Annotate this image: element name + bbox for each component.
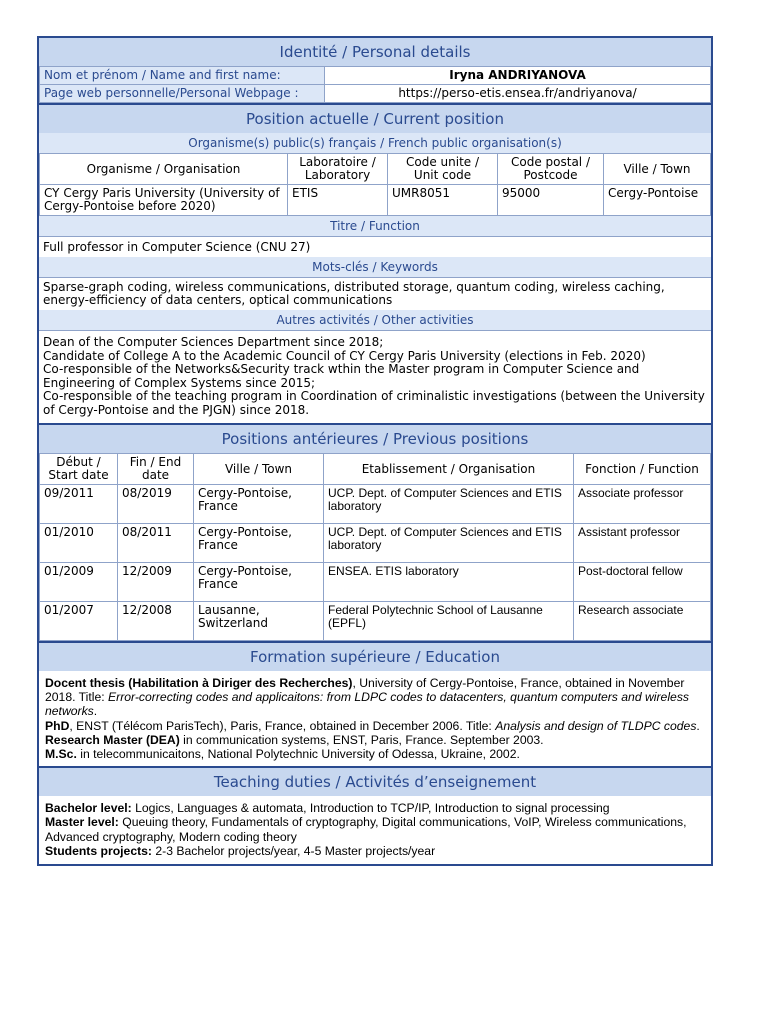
prev-function: Assistant professor <box>574 524 711 563</box>
prev-end: 12/2008 <box>118 602 194 641</box>
prev-end: 08/2019 <box>118 485 194 524</box>
col-town: Ville / Town <box>604 154 711 185</box>
col-organisation: Organisme / Organisation <box>40 154 288 185</box>
cv-document <box>37 36 713 866</box>
education-docent: Docent thesis (Habilitation à Diriger des Recherches), University of Cergy-Pontoise, France, obtained in November 2018. Title: Error-correcting codes and applicaitons: from LDPC codes to datacenters, quantum computers and wireless networks. <box>45 676 690 719</box>
teaching-students: Students projects: 2-3 Bachelor projects/year, 4-5 Master projects/year <box>45 843 436 858</box>
teaching-bachelor: Bachelor level: Logics, Languages & automata, Introduction to TCP/IP, Introduction to signal processing <box>45 801 610 816</box>
prev-town: Cergy-Pontoise, France <box>194 485 324 524</box>
prev-organisation: Federal Polytechnic School of Lausanne (EPFL) <box>324 602 574 641</box>
col-laboratory: Laboratoire / Laboratory <box>288 154 388 185</box>
education-content <box>39 671 711 766</box>
prev-town: Cergy-Pontoise, France <box>194 563 324 602</box>
teaching-master: Master level: Queuing theory, Fundamentals of cryptography, Digital communications, VoIP, Wireless communications, Advanced cryptography, Modern coding theory <box>45 815 687 844</box>
prev-function: Associate professor <box>574 485 711 524</box>
other-activities-subheader: Autres activités / Other activities <box>39 310 711 330</box>
prev-organisation: UCP. Dept. of Computer Sciences and ETIS laboratory <box>324 485 574 524</box>
keywords-subheader: Mots-clés / Keywords <box>39 257 711 277</box>
education-section-title: Formation supérieure / Education <box>39 641 711 671</box>
name-label: Nom et prénom / Name and first name: <box>40 67 325 85</box>
education-phd: PhD, ENST (Télécom ParisTech), Paris, France, obtained in December 2006. Title: Analysis and design of TLDPC codes. <box>45 718 700 733</box>
function-subheader: Titre / Function <box>39 216 711 236</box>
table-row <box>40 524 711 563</box>
function-value: Full professor in Computer Science (CNU 27) <box>39 236 711 257</box>
public-organisation-subheader: Organisme(s) public(s) français / French public organisation(s) <box>39 133 711 153</box>
education-msc: M.Sc. in telecommunicaitons, National Polytechnic University of Odessa, Ukraine, 2002. <box>45 747 520 762</box>
prev-start: 01/2007 <box>40 602 118 641</box>
col-start-date: Début / Start date <box>40 454 118 485</box>
current-position-section-title: Position actuelle / Current position <box>39 103 711 133</box>
other-activity-item: Candidate of College A to the Academic Council of CY Cergy Paris University (elections in Feb. 2020) <box>43 348 646 363</box>
prev-end: 12/2009 <box>118 563 194 602</box>
current-laboratory: ETIS <box>288 185 388 216</box>
previous-positions-section-title: Positions antérieures / Previous positions <box>39 423 711 453</box>
prev-town: Cergy-Pontoise, France <box>194 524 324 563</box>
col-prev-town: Ville / Town <box>194 454 324 485</box>
current-position-table <box>39 153 711 216</box>
prev-start: 01/2010 <box>40 524 118 563</box>
col-prev-organisation: Etablissement / Organisation <box>324 454 574 485</box>
education-dea: Research Master (DEA) in communication systems, ENST, Paris, France. September 2003. <box>45 732 544 747</box>
prev-start: 09/2011 <box>40 485 118 524</box>
webpage-link[interactable]: https://perso-etis.ensea.fr/andriyanova/ <box>325 85 711 103</box>
prev-start: 01/2009 <box>40 563 118 602</box>
table-row <box>40 602 711 641</box>
current-postcode: 95000 <box>498 185 604 216</box>
prev-town: Lausanne, Switzerland <box>194 602 324 641</box>
name-value: Iryna ANDRIYANOVA <box>325 67 711 85</box>
other-activity-item: Co-responsible of the Networks&Security track wthin the Master program in Computer Science and Engineering of Complex Systems since 2015; <box>43 362 640 390</box>
other-activities-list <box>39 330 711 423</box>
identity-section-title: Identité / Personal details <box>39 38 711 66</box>
identity-table <box>39 66 711 103</box>
other-activity-item: Co-responsible of the teaching program in Coordination of criminalistic investigations (between the University of Cergy-Pontoise and the PJGN) since 2018. <box>43 389 705 417</box>
current-unit-code: UMR8051 <box>388 185 498 216</box>
prev-function: Post-doctoral fellow <box>574 563 711 602</box>
prev-organisation: ENSEA. ETIS laboratory <box>324 563 574 602</box>
table-row <box>40 563 711 602</box>
current-organisation: CY Cergy Paris University (University of Cergy-Pontoise before 2020) <box>40 185 288 216</box>
current-town: Cergy-Pontoise <box>604 185 711 216</box>
prev-end: 08/2011 <box>118 524 194 563</box>
table-row <box>40 485 711 524</box>
other-activity-item: Dean of the Computer Sciences Department since 2018; <box>43 335 384 349</box>
col-end-date: Fin / End date <box>118 454 194 485</box>
keywords-value: Sparse-graph coding, wireless communications, distributed storage, quantum coding, wireless caching, energy-efficiency of data centers, optical communications <box>39 277 711 310</box>
prev-function: Research associate <box>574 602 711 641</box>
previous-positions-table <box>39 453 711 641</box>
col-postcode: Code postal / Postcode <box>498 154 604 185</box>
prev-organisation: UCP. Dept. of Computer Sciences and ETIS laboratory <box>324 524 574 563</box>
teaching-section-title: Teaching duties / Activités d’enseignement <box>39 766 711 796</box>
col-unit-code: Code unite / Unit code <box>388 154 498 185</box>
col-prev-function: Fonction / Function <box>574 454 711 485</box>
teaching-content <box>39 796 711 864</box>
webpage-label: Page web personnelle/Personal Webpage : <box>40 85 325 103</box>
